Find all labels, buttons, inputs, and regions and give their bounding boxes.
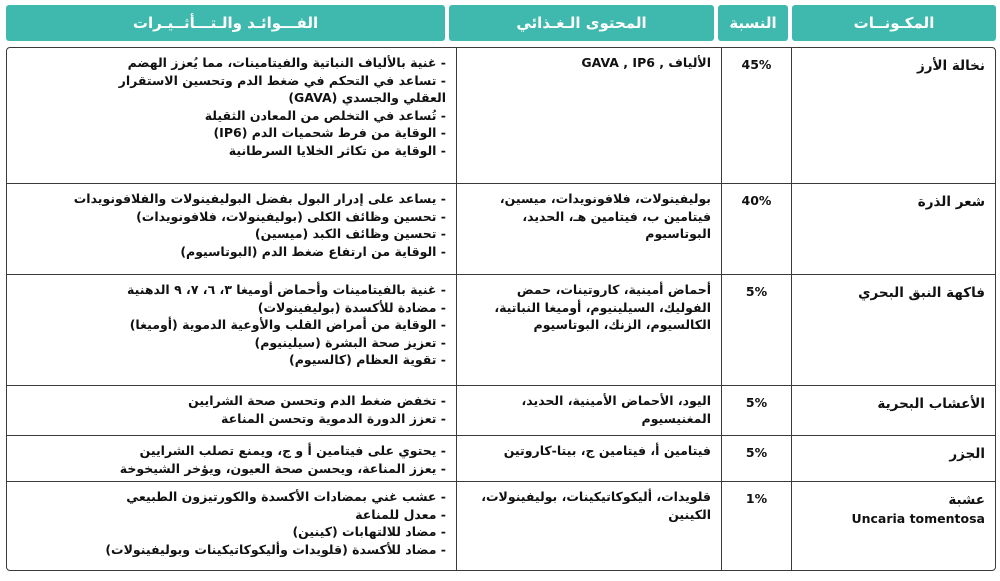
benefit-line: - الوقاية من أمراض القلب والأوعية الدموية (أوميغا) <box>129 317 446 332</box>
benefit-line: العقلي والجسدي (GAVA) <box>288 90 446 105</box>
benefit-line: - الوقاية من تكاثر الخلايا السرطانية <box>228 142 446 158</box>
benefit-line: - تقوية العظام (كالسيوم) <box>288 352 446 367</box>
ingredient-content: فيتامين أ، فيتامين ج، بيتا-كاروتين <box>456 436 721 481</box>
ingredient-percentage: 45% <box>721 48 791 183</box>
benefit-line: - عشب غني بمضادات الأكسدة والكورتيزون الطبيعي <box>126 489 446 504</box>
benefit-line: - غنية بالفيتامينات وأحماض أوميغا ٣، ٦، ٧، ٩ الدهنية <box>127 282 446 297</box>
ingredient-name: الجزر <box>791 436 995 481</box>
ingredient-content: بوليفينولات، فلافونويدات، ميسين، فيتامين ب، فيتامين هـ، الحديد، البوتاسيوم <box>456 184 721 274</box>
ingredient-benefits <box>7 184 456 274</box>
ingredient-content: اليود، الأحماض الأمينية، الحديد، المغنيسيوم <box>456 386 721 435</box>
ingredient-name: شعر الذرة <box>791 184 995 274</box>
ingredients-table <box>6 5 996 577</box>
ingredient-percentage: 5% <box>721 436 791 481</box>
ingredient-benefits <box>7 482 456 570</box>
benefit-line: - تخفض ضغط الدم وتحسن صحة الشرايين <box>188 393 446 408</box>
benefit-line: - غنية بالألياف النباتية والفيتامينات، مما يُعزز الهضم <box>127 55 446 70</box>
ingredient-content: قلويدات، أليكوكاتيكينات، بوليفينولات، الكينين <box>456 482 721 570</box>
benefit-line: - الوقاية من ارتفاع ضغط الدم (البوتاسيوم) <box>180 243 446 259</box>
table-row <box>7 386 995 436</box>
ingredient-benefits <box>7 48 456 183</box>
ingredient-scientific-name: Uncaria tomentosa <box>851 510 985 526</box>
table-row <box>7 482 995 570</box>
table-header <box>6 5 996 41</box>
ingredient-name: الأعشاب البحرية <box>791 386 995 435</box>
benefit-line: - معدل للمناعة <box>355 506 446 522</box>
ingredient-content: الألياف , GAVA , IP6 <box>456 48 721 183</box>
ingredient-name: عشبة <box>948 492 985 508</box>
benefit-line: - تساعد في التحكم في ضغط الدم وتحسين الاستقرار <box>118 72 446 88</box>
benefit-line: - يساعد على إدرار البول بفضل البوليفينولات والفلافونويدات <box>73 191 446 206</box>
ingredient-percentage: 5% <box>721 386 791 435</box>
ingredient-name: فاكهة النبق البحري <box>791 275 995 385</box>
benefit-line: - مضاد للأكسدة (قلويدات وأليكوكاتيكينات وبوليفينولات) <box>105 541 446 557</box>
header-ingredients: المكـونــات <box>792 5 996 41</box>
benefit-line: - تحسين وظائف الكلى (بوليفينولات، فلافونويدات) <box>136 208 446 224</box>
ingredient-benefits <box>7 436 456 481</box>
ingredient-name: نخالة الأرز <box>791 48 995 183</box>
benefit-line: - مضادة للأكسدة (بوليفينولات) <box>257 299 446 315</box>
benefit-line: - تعزز الدورة الدموية وتحسن المناعة <box>221 410 446 426</box>
benefit-line: - تُساعد في التخلص من المعادن الثقيلة <box>204 107 446 123</box>
table-row <box>7 275 995 386</box>
ingredient-content: أحماض أمينية، كاروتينات، حمض الفوليك، السيلينيوم، أوميغا النباتية، الكالسيوم، الزنك، البوتاسيوم <box>456 275 721 385</box>
header-percentage: النسبة <box>718 5 788 41</box>
ingredient-name-cell <box>791 482 995 570</box>
table-row <box>7 184 995 275</box>
benefit-line: - مضاد للالتهابات (كينين) <box>292 524 446 539</box>
benefit-line: - الوقاية من فرط شحميات الدم (IP6) <box>213 125 446 140</box>
ingredient-percentage: 40% <box>721 184 791 274</box>
header-benefits: الفـــوائـد والـتـــأثــيـرات <box>6 5 445 41</box>
ingredient-percentage: 5% <box>721 275 791 385</box>
benefit-line: - يحتوي على فيتامين أ و ج، ويمنع تصلب الشرايين <box>139 443 446 458</box>
ingredient-benefits <box>7 386 456 435</box>
benefit-line: - تحسين وظائف الكبد (ميسين) <box>254 226 446 241</box>
benefit-line: - تعزيز صحة البشرة (سيلينيوم) <box>254 334 446 350</box>
table-body <box>6 47 996 571</box>
table-row <box>7 436 995 482</box>
ingredient-benefits <box>7 275 456 385</box>
table-row <box>7 48 995 184</box>
ingredient-percentage: 1% <box>721 482 791 570</box>
benefit-line: - يعزز المناعة، ويحسن صحة العيون، ويؤخر الشيخوخة <box>119 460 446 476</box>
header-nutritional-content: المحتوى الـغـذائي <box>449 5 714 41</box>
